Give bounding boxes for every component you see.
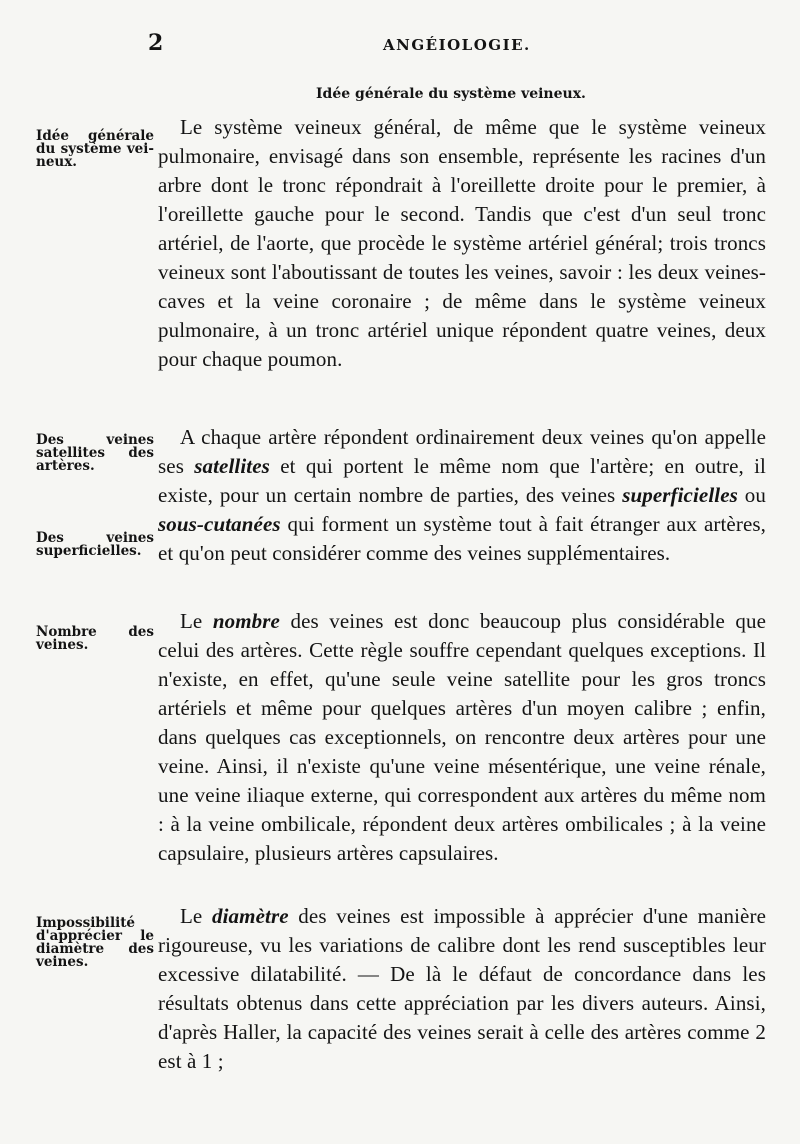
term-sous-cutanees: sous-cutanées: [158, 512, 281, 536]
term-diametre: diamètre: [212, 904, 289, 928]
text-run: des veines est donc beaucoup plus considérable que celui des artères. Cette règle souffre cependant quelques exceptions. Il n'existe, en effet, qu'une seule veine satellite pour les gros troncs artériels et même pour quelques artères d'un moyen calibre ; enfin, dans quelques cas exceptionnels, on rencontre deux artères pour une veine. Ainsi, il n'existe qu'une veine mésentérique, une veine rénale, une veine iliaque externe, qui correspondent aux artères du même nom : à la veine ombilicale, répondent deux artères ombilicales ; à la veine capsulaire, plusieurs artères capsulaires.: [158, 609, 766, 865]
text-run: Le: [180, 609, 213, 633]
text-run: ou: [737, 483, 766, 507]
paragraph-satellite-veins: [158, 423, 766, 568]
section-title: Idée générale du système veineux.: [316, 86, 586, 102]
text-run: des veines est impossible à apprécier d'une manière rigoureuse, vu les variations de calibre dont les rend susceptibles leur excessive dilatabilité. — De là le défaut de concordance dans les résultats obtenus dans cette appréciation par les divers auteurs. Ainsi, d'après Haller, la capacité des veines serait à celle des artères comme 2 est à 1 ;: [158, 904, 766, 1073]
text-run: A chaque artère répondent ordinairement deux veines qu'on appelle ses: [158, 425, 766, 478]
text-run: qui forment un système tout à fait étranger aux artères, et qu'on peut considérer comme des veines supplémentaires.: [158, 512, 766, 565]
margin-note-diameter-of-veins: Impossibilité d'apprécier le diamètre des veines.: [36, 915, 154, 970]
margin-note-general-idea: Idée générale du système vei-neux.: [36, 128, 154, 170]
text-run: et qui portent le même nom que l'artère; en outre, il existe, pour un certain nombre de parties, des veines: [158, 454, 766, 507]
paragraph-general-idea: Le système veineux général, de même que le système veineux pulmonaire, envisagé dans son ensemble, représente les racines d'un arbre dont le tronc répondrait à l'oreillette droite pour le premier, à l'oreillette gauche pour le second. Tandis que c'est d'un seul tronc artériel, de l'aorte, que procède le système artériel général; trois troncs veineux sont l'aboutissant de toutes les veines, savoir : les deux veines-caves et la veine coronaire ; de même dans le système veineux pulmonaire, à un tronc artériel unique répondent quatre veines, deux pour chaque poumon.: [158, 115, 766, 371]
page-number: 2: [148, 30, 164, 56]
margin-note-number-of-veins: Nombre des veines.: [36, 624, 154, 653]
paragraph-number-of-veins: [158, 607, 766, 868]
margin-note-superficial-veins: Des veines superficielles.: [36, 530, 154, 559]
running-title: ANGÉIOLOGIE.: [383, 36, 531, 54]
margin-note-satellite-veins: Des veines satellites des artères.: [36, 432, 154, 474]
term-superficielles: superficielles: [622, 483, 738, 507]
term-satellites: satellites: [194, 454, 270, 478]
text-run: Le: [180, 904, 213, 928]
term-nombre: nombre: [212, 609, 280, 633]
paragraph-diameter-of-veins: [158, 902, 766, 1076]
